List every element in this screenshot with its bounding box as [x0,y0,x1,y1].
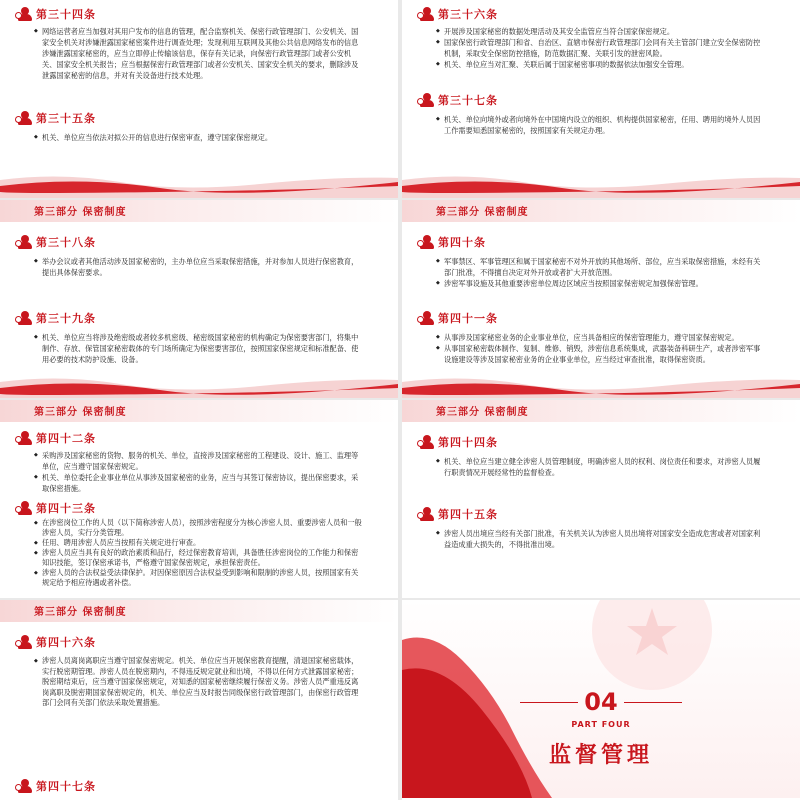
article-paragraph: ◆ 任用、聘用涉密人员应当按照有关规定进行审查。 [34,538,364,548]
section-label: 第三部分 保密制度 [34,607,127,618]
person-icon [420,435,434,449]
article-paragraph: ◆ 机关、单位委托企业事业单位从事涉及国家秘密的业务，应当与其签订保密协议，提出保密要求，采取保密措施。 [34,472,364,494]
article-title: 第三十五条 [36,112,96,125]
article-paragraph: ◆ 涉密人员出境应当经有关部门批准，有关机关认为涉密人员出境将对国家安全造成危害或者对国家利益造成重大损失的，不得批准出境。 [436,528,766,550]
article-title: 第三十六条 [438,8,498,21]
article-paragraph: ◆ 涉密军事设施及其他重要涉密单位周边区域应当按照国家保密规定加强保密管理。 [436,278,766,289]
article-heading [18,634,96,650]
article-body [436,456,766,478]
slide-panel [402,0,800,198]
article-body [34,26,364,81]
red-ribbon-decoration [402,372,800,398]
article-paragraph: ◆ 国家保密行政管理部门和省、自治区、直辖市保密行政管理部门会同有关主管部门建立安全保密防控机制，采取安全保密防控措施，防范数据汇聚、关联引发的泄密风险。 [436,37,766,59]
article-heading [420,6,498,22]
person-icon [18,311,32,325]
article-title: 第四十六条 [36,636,96,649]
part-cover-slide [402,600,800,798]
article-body [34,518,364,588]
person-icon [18,635,32,649]
article-heading [18,234,96,250]
article-title: 第三十八条 [36,236,96,249]
article-body [436,528,766,550]
slide-panel [0,200,398,398]
article-body [34,332,364,365]
article-paragraph: ◆ 从事国家秘密载体制作、复制、维修、销毁，涉密信息系统集成，武器装备科研生产，或者涉密军事设施建设等涉及国家秘密业务的企业事业单位，应当经过审查批准，取得保密资质。 [436,343,766,365]
article-paragraph: ◆ 举办会议或者其他活动涉及国家秘密的，主办单位应当采取保密措施，并对参加人员进行保密教育，提出具体保密要求。 [34,256,364,278]
article-heading [18,110,96,126]
article-heading [18,310,96,326]
article-paragraph: ◆ 机关、单位向境外或者向境外在中国境内设立的组织、机构提供国家秘密，任用、聘用的境外人员因工作需要知悉国家秘密的，按照国家有关规定办理。 [436,114,766,136]
part-number: 04 [584,688,618,716]
person-icon [18,431,32,445]
article-body [436,26,766,70]
section-label: 第三部分 保密制度 [34,207,127,218]
slide-panel [0,400,398,598]
person-icon [420,7,434,21]
person-icon [18,235,32,249]
section-label: 第三部分 保密制度 [436,407,529,418]
article-paragraph: ◆ 机关、单位应当依法对拟公开的信息进行保密审查，遵守国家保密规定。 [34,132,364,143]
article-body [34,256,364,278]
article-paragraph: ◆ 机关、单位应当将涉及绝密级或者较多机密级、秘密级国家秘密的机构确定为保密要害部门，将集中制作、存放、保管国家秘密载体的专门场所确定为保密要害部位，按照国家保密规定和标准配备、使用必要的技术防护设施、设备。 [34,332,364,365]
article-heading [420,92,498,108]
person-icon [18,7,32,21]
article-body [34,450,364,494]
person-icon [18,111,32,125]
person-icon [420,235,434,249]
person-icon [18,501,32,515]
section-label: 第三部分 保密制度 [34,407,127,418]
part-subtitle: PART FOUR [571,720,631,729]
article-heading [18,778,96,794]
article-paragraph: ◆ 机关、单位应当建立健全涉密人员管理制度，明确涉密人员的权利、岗位责任和要求，对涉密人员履行职责情况开展经常性的监督检查。 [436,456,766,478]
person-icon [420,311,434,325]
article-heading [420,434,498,450]
article-heading [420,234,486,250]
article-paragraph: ◆ 涉密人员应当具有良好的政治素质和品行，经过保密教育培训，具备胜任涉密岗位的工作能力和保密知识技能，签订保密承诺书，严格遵守国家保密规定，承担保密责任。 [34,548,364,568]
article-title: 第三十四条 [36,8,96,21]
article-paragraph: ◆ 从事涉及国家秘密业务的企业事业单位，应当具备相应的保密管理能力，遵守国家保密规定。 [436,332,766,343]
article-title: 第四十二条 [36,432,96,445]
article-title: 第三十九条 [36,312,96,325]
slide-panel [0,600,398,798]
article-title: 第四十一条 [438,312,498,325]
article-paragraph: ◆ 机关、单位应当对汇聚、关联后属于国家秘密事项的数据依法加强安全管理。 [436,59,766,70]
part-title: 监督管理 [548,743,653,768]
article-title: 第四十条 [438,236,486,249]
article-title: 第四十四条 [438,436,498,449]
article-heading [18,430,96,446]
red-ribbon-decoration [0,372,398,398]
article-heading [18,500,96,516]
article-body [436,332,766,365]
slide-panel [402,400,800,598]
article-title: 第四十七条 [36,780,96,793]
person-icon [18,779,32,793]
article-body [436,114,766,136]
article-body [34,656,364,709]
section-label: 第三部分 保密制度 [436,207,529,218]
red-ribbon-decoration [0,172,398,198]
slide-panel [402,200,800,398]
article-paragraph: ◆ 在涉密岗位工作的人员（以下简称涉密人员），按照涉密程度分为核心涉密人员、重要涉密人员和一般涉密人员，实行分类管理。 [34,518,364,538]
article-body [34,132,364,143]
article-paragraph: ◆ 采购涉及国家秘密的货物、服务的机关、单位，直接涉及国家秘密的工程建设、设计、施工、监理等单位，应当遵守国家保密规定。 [34,450,364,472]
article-heading [420,506,498,522]
article-heading [18,6,96,22]
person-icon [420,507,434,521]
article-title: 第三十七条 [438,94,498,107]
person-icon [420,93,434,107]
article-title: 第四十五条 [438,508,498,521]
article-paragraph: ◆ 网络运营者应当加强对其用户发布的信息的管理，配合监察机关、保密行政管理部门、公安机关、国家安全机关对涉嫌泄露国家秘密案件进行调查处理；发现利用互联网及其他公共信息网络发布的信息涉嫌泄露国家秘密的，应当立即停止传输该信息，保存有关记录，向保密行政管理部门或者公安机关、国家安全机关报告；应当根据保密行政管理部门或者公安机关、国家安全机关的要求，删除涉及泄露国家秘密的信息，并对有关设备进行技术处理。 [34,26,364,81]
article-title: 第四十三条 [36,502,96,515]
slide-panel [0,0,398,198]
article-paragraph: ◆ 涉密人员的合法权益受法律保护。对因保密原因合法权益受到影响和限制的涉密人员，按照国家有关规定给予相应待遇或者补偿。 [34,568,364,588]
article-paragraph: ◆ 军事禁区、军事管理区和属于国家秘密不对外开放的其他场所、部位，应当采取保密措施，未经有关部门批准，不得擅自决定对外开放或者扩大开放范围。 [436,256,766,278]
article-paragraph: ◆ 涉密人员离岗离职应当遵守国家保密规定。机关、单位应当开展保密教育提醒，清退国家秘密载体，实行脱密期管理。涉密人员在脱密期内，不得违反规定就业和出境，不得以任何方式泄露国家秘密；脱密期结束后，应当遵守国家保密规定，对知悉的国家秘密继续履行保密义务。涉密人员严重违反离岗离职及脱密期国家保密规定的，机关、单位应当及时报告同级保密行政管理部门，由保密行政管理部门会同有关部门依法采取处置措施。 [34,656,364,709]
article-heading [420,310,498,326]
article-paragraph: ◆ 开展涉及国家秘密的数据处理活动及其安全监管应当符合国家保密规定。 [436,26,766,37]
article-body [436,256,766,289]
red-ribbon-decoration [402,172,800,198]
